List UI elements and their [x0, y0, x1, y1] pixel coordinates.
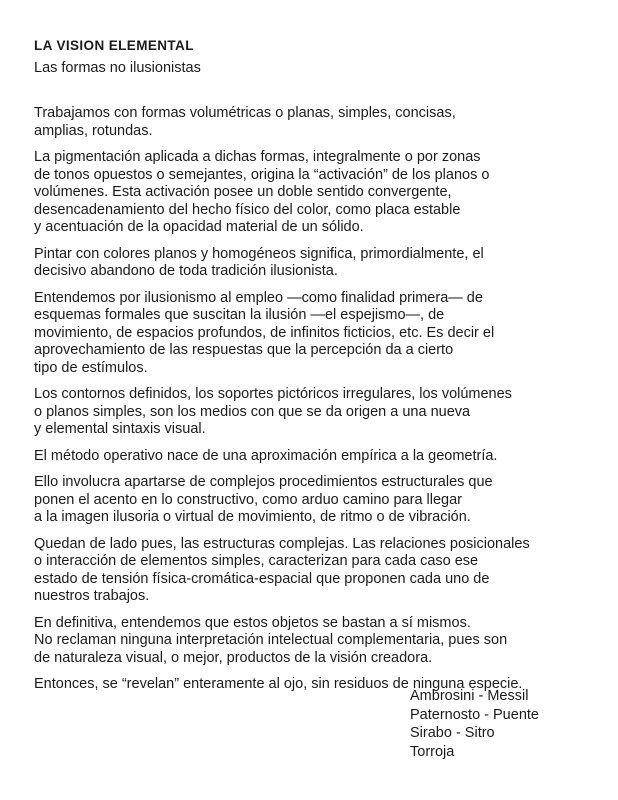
paragraph-line: de tonos opuestos o semejantes, origina la “activación” de los planos o [34, 166, 490, 183]
signature-block [410, 687, 539, 761]
paragraph-line: tipo de estímulos. [34, 359, 148, 376]
signature-line: Ambrosini - Messil [410, 688, 529, 704]
paragraph-line: ponen el acento en lo constructivo, como arduo camino para llegar [34, 491, 463, 508]
paragraph-line: Entonces, se “revelan” enteramente al ojo, sin residuos de ninguna especie. [34, 676, 523, 692]
document-title: LA VISION ELEMENTAL [34, 38, 194, 53]
paragraph-line: estado de tensión física-cromática-espacial que proponen cada uno de [34, 570, 490, 587]
paragraph-line: amplias, rotundas. [34, 122, 153, 139]
paragraph-line: volúmenes. Esta activación posee un doble sentido convergente, [34, 184, 452, 200]
paragraph-line: decisivo abandono de toda tradición ilusionista. [34, 263, 338, 279]
paragraph-line: Quedan de lado pues, las estructuras complejas. Las relaciones posicionales [34, 535, 530, 552]
paragraph-line: o planos simples, son los medios con que se da origen a una nueva [34, 403, 471, 420]
paragraph [34, 246, 609, 281]
paragraph-line: Pintar con colores planos y homogéneos significa, primordialmente, el [34, 245, 484, 262]
paragraph-line: En definitiva, entendemos que estos objetos se bastan a sí mismos. [34, 614, 471, 631]
paragraph [34, 149, 609, 237]
paragraph-line: Entendemos por ilusionismo al empleo —como finalidad primera— de [34, 289, 483, 306]
paragraph-line: El método operativo nace de una aproximación empírica a la geometría. [34, 447, 498, 464]
paragraph-line: o interacción de elementos simples, caracterizan para cada caso ese [34, 553, 479, 569]
paragraph [34, 536, 609, 606]
paragraph [34, 474, 609, 527]
paragraph [34, 386, 609, 439]
paragraph [34, 448, 609, 466]
paragraph [34, 615, 609, 668]
paragraph-line: movimiento, de espacios profundos, de infinitos ficticios, etc. Es decir el [34, 324, 495, 341]
paragraph-line: a la imagen ilusoria o virtual de movimiento, de ritmo o de vibración. [34, 509, 471, 525]
paragraph-line: Los contornos definidos, los soportes pictóricos irregulares, los volúmenes [34, 386, 512, 402]
paragraph [34, 105, 609, 140]
paragraph-line: esquemas formales que suscitan la ilusión —el espejismo—, de [34, 307, 445, 323]
paragraph-line: La pigmentación aplicada a dichas formas, integralmente o por zonas [34, 149, 481, 165]
paragraph [34, 290, 609, 378]
paragraph-line: de naturaleza visual, o mejor, productos de la visión creadora. [34, 649, 433, 666]
paragraph-line: aprovechamiento de las respuestas que la percepción da a cierto [34, 342, 454, 358]
document-subtitle: Las formas no ilusionistas [34, 60, 201, 76]
signature-line: Torroja [410, 743, 455, 760]
paragraph-line: No reclaman ninguna interpretación intelectual complementaria, pues son [34, 632, 508, 648]
paragraph-line: nuestros trabajos. [34, 588, 150, 604]
paragraph-line: desencadenamiento del hecho físico del color, como placa estable [34, 201, 461, 218]
document-body [34, 105, 609, 703]
paragraph-line: Ello involucra apartarse de complejos procedimientos estructurales que [34, 474, 493, 490]
signature-line: Paternosto - Puente [410, 706, 539, 723]
paragraph-line: y elemental sintaxis visual. [34, 421, 206, 437]
paragraph-line: Trabajamos con formas volumétricas o planas, simples, concisas, [34, 105, 456, 121]
signature-line: Sirabo - Sitro [410, 725, 495, 741]
paragraph-line: y acentuación de la opacidad material de un sólido. [34, 219, 364, 235]
